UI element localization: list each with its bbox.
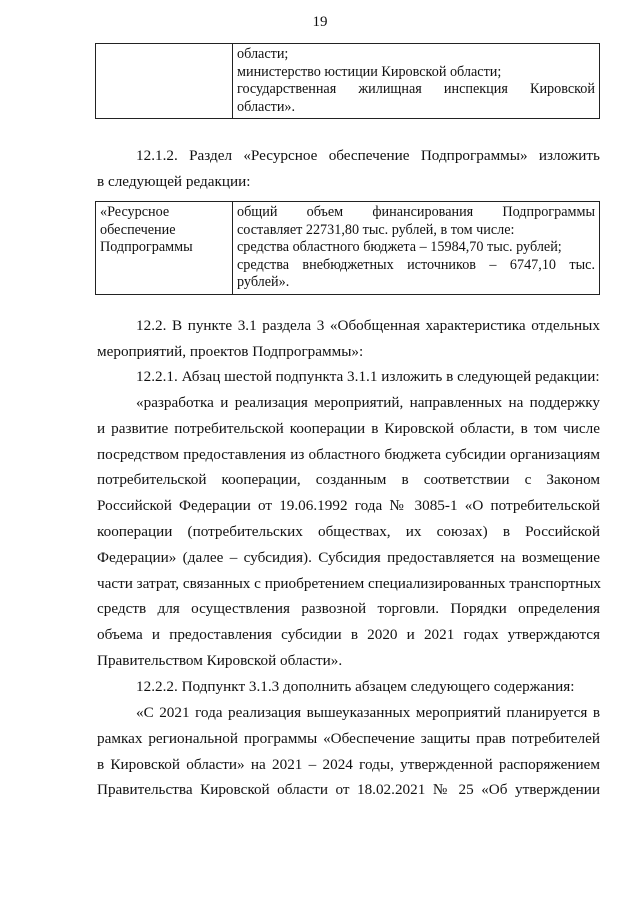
- text-line: потребительской кооперации, созданным в соответствии с Законом: [97, 471, 600, 489]
- text-line: Правительства Кировской области от 18.02.2021 № 25 «Об утверждении: [97, 781, 600, 799]
- table2-left-cell: [96, 202, 233, 295]
- text-line: 12.2. В пункте 3.1 раздела 3 «Обобщенная характеристика отдельных: [136, 317, 600, 334]
- paragraph-12-1-2: [97, 143, 600, 195]
- table2-line: составляет 22731,80 тыс. рублей, в том числе:: [237, 221, 515, 238]
- text-line: в Кировской области» на 2021 – 2024 годы, утвержденной распоряжением: [97, 755, 600, 773]
- table1-line: государственная жилищная инспекция Кировской: [237, 81, 595, 97]
- table1-left-cell: [96, 44, 233, 119]
- table2-label-line: обеспечение: [100, 221, 176, 238]
- table2-line: общий объем финансирования Подпрограммы: [237, 204, 595, 220]
- text-line: объема и предоставления субсидии в 2020 и 2021 годах утверждаются: [97, 626, 600, 644]
- page-number: 19: [312, 14, 328, 30]
- quoted-paragraph-2: [97, 700, 600, 803]
- text-line: и развитие потребительской кооперации в Кировской области, в том числе: [97, 419, 600, 437]
- text-line: Правительством Кировской области».: [97, 651, 343, 669]
- table2-line: рублей».: [237, 274, 290, 290]
- table1-line: области;: [237, 46, 289, 62]
- table1-right-cell: [233, 44, 600, 119]
- text-line: Российской Федерации от 19.06.1992 года № 3085-1 «О потребительской: [97, 497, 600, 515]
- text-line: 12.2.2. Подпункт 3.1.3 дополнить абзацем следующего содержания:: [136, 678, 575, 695]
- table2-right-cell: [233, 202, 600, 295]
- table2-label-line: «Ресурсное: [100, 204, 170, 220]
- paragraph-12-2-1: [97, 364, 600, 390]
- table1-line: министерство юстиции Кировской области;: [237, 63, 502, 80]
- text-line: средств для осуществления развозной торговли. Порядки определения: [97, 600, 600, 618]
- table2-line: средства внебюджетных источников – 6747,10 тыс.: [237, 256, 595, 273]
- resource-provision-table: [95, 201, 600, 295]
- text-line: 12.2.1. Абзац шестой подпункта 3.1.1 изложить в следующей редакции:: [136, 368, 600, 385]
- text-line: рамках региональной программы «Обеспечение защиты прав потребителей: [97, 729, 600, 747]
- responsible-executors-table: [95, 43, 600, 119]
- text-line: 12.1.2. Раздел «Ресурсное обеспечение Подпрограммы» изложить: [136, 147, 600, 164]
- paragraph-12-2: [97, 313, 600, 365]
- text-line: «С 2021 года реализация вышеуказанных мероприятий планируется в: [136, 704, 600, 721]
- text-line: кооперации (потребительских обществах, их союзах) в Российской: [97, 522, 600, 540]
- text-line: «разработка и реализация мероприятий, направленных на поддержку: [136, 394, 600, 411]
- text-line: части затрат, связанных с приобретением специализированных транспортных: [97, 574, 602, 592]
- table1-line: области».: [237, 98, 296, 115]
- text-line: Федерации» (далее – субсидия). Субсидия предоставляется на возмещение: [97, 548, 600, 566]
- text-line: в следующей редакции:: [97, 172, 251, 190]
- table2-line: средства областного бюджета – 15984,70 тыс. рублей;: [237, 239, 562, 255]
- table2-label-line: Подпрограммы: [100, 239, 193, 255]
- text-line: посредством предоставления из областного бюджета субсидии организациям: [97, 445, 600, 463]
- paragraph-12-2-2: [97, 674, 600, 700]
- quoted-paragraph-1: [97, 390, 600, 674]
- text-line: мероприятий, проектов Подпрограммы»:: [97, 342, 364, 360]
